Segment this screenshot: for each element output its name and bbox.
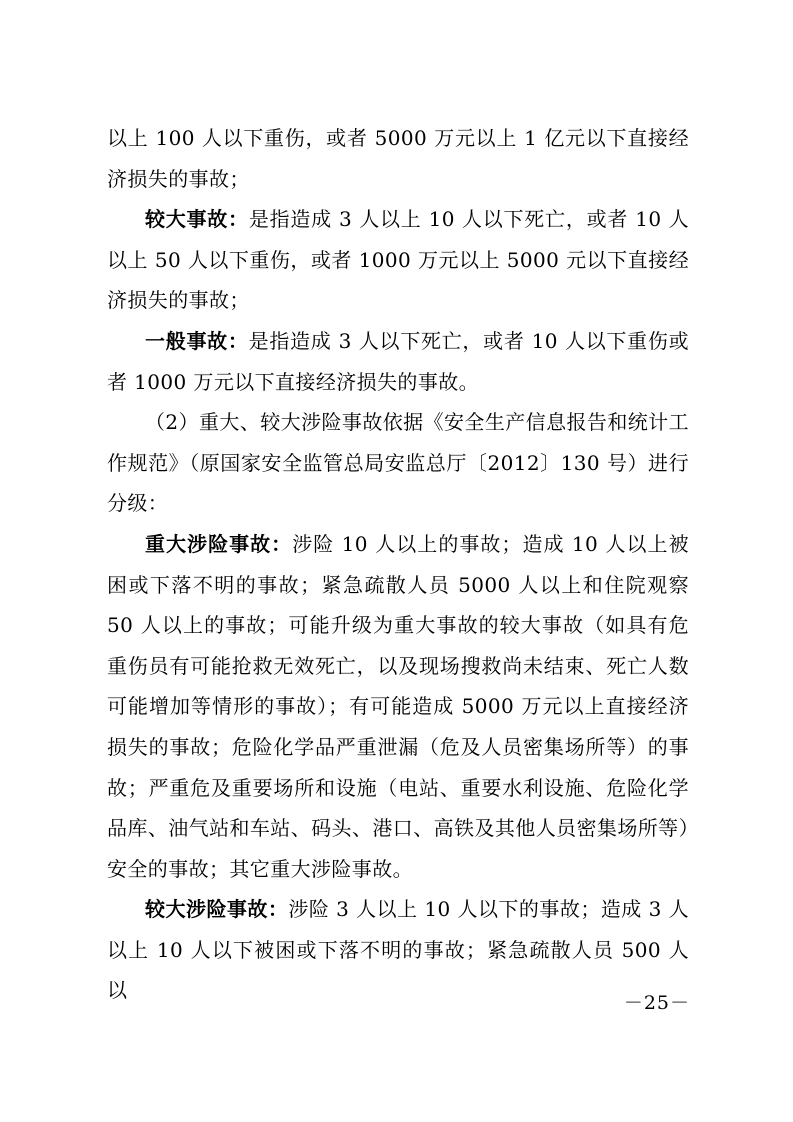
paragraph-general-accident (107, 321, 689, 402)
paragraph-text: 是指造成 3 人以下死亡，或者 10 人以下重伤或者 1000 万元以下直接经济损失的事故。 (107, 328, 690, 394)
paragraph-major-accident (107, 199, 689, 321)
document-body (107, 118, 689, 1011)
term-major-accident: 较大事故： (145, 207, 249, 232)
paragraph-classification-basis (107, 402, 689, 524)
paragraph-text: 涉险 3 人以上 10 人以下的事故；造成 3 人以上 10 人以下被困或下落不明的事故；紧急疏散人员 500 人以 (107, 897, 689, 1003)
paragraph-text: （2）重大、较大涉险事故依据《安全生产信息报告和统计工作规范》（原国家安全监管总局安监总厅〔2012〕130 号）进行分级： (107, 410, 689, 516)
paragraph-text: 是指造成 3 人以上 10 人以下死亡，或者 10 人以上 50 人以下重伤，或者 1000 万元以上 5000 元以下直接经济损失的事故； (107, 207, 689, 313)
term-larger-risk-accident: 较大涉险事故： (145, 897, 289, 922)
paragraph-continuation (107, 118, 689, 199)
page-number: －25－ (623, 992, 690, 1014)
term-general-accident: 一般事故： (145, 328, 249, 353)
paragraph-text: 涉险 10 人以上的事故；造成 10 人以上被困或下落不明的事故；紧急疏散人员 5000 人以上和住院观察 50 人以上的事故；可能升级为重大事故的较大事故（如具有危重伤员有可能抢救无效死亡，以及现场搜救尚未结束、死亡人数可能增加等情形的事故）；有可能造成 5000 万元以上直接经济损失的事故；危险化学品严重泄漏（危及人员密集场所等）的事故；严重危及重要场所和设施（电站、重要水利设施、危险化学品库、油气站和车站、码头、港口、高铁及其他人员密集场所等）安全的事故；其它重大涉险事故。 (107, 531, 689, 881)
paragraph-serious-risk-accident (107, 524, 689, 889)
paragraph-text: 以上 100 人以下重伤，或者 5000 万元以上 1 亿元以下直接经济损失的事故； (107, 126, 689, 191)
term-serious-risk-accident: 重大涉险事故： (145, 531, 293, 556)
